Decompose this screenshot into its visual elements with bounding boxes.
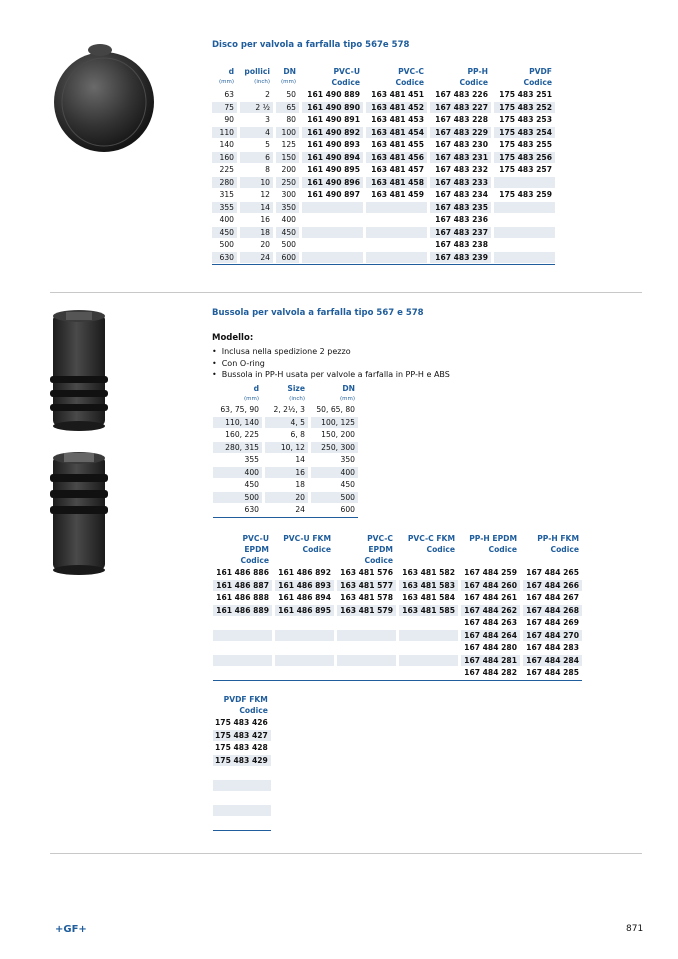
table-cell: 350 (276, 202, 299, 214)
table-cell (337, 617, 396, 629)
table-row (213, 492, 358, 504)
table-cell: 167 483 226 (430, 89, 491, 101)
column-header: Size (287, 384, 305, 393)
table-row (213, 630, 582, 642)
table-row (212, 102, 555, 114)
table-row (212, 189, 555, 201)
table-cell: 167 483 233 (430, 177, 491, 189)
table-cell: 6 (240, 152, 273, 164)
table-cell: 175 483 253 (494, 114, 555, 126)
table-cell (213, 655, 272, 667)
size-table (210, 383, 361, 519)
table-cell: 2 ½ (240, 102, 273, 114)
column-header: Codice (550, 545, 579, 554)
table-cell: 161 490 889 (302, 89, 363, 101)
column-header: PVC-C (398, 67, 424, 76)
column-header: PVC-C FKM (407, 534, 455, 543)
table-row (212, 214, 555, 226)
table-cell: 5 (240, 139, 273, 151)
table-cell (213, 617, 272, 629)
column-subheader: Codice (331, 78, 360, 87)
table-cell: 163 481 452 (366, 102, 427, 114)
table-cell: 167 484 268 (523, 605, 582, 617)
table-cell: 400 (212, 214, 237, 226)
column-header: Codice (240, 556, 269, 565)
table-cell: 163 481 455 (366, 139, 427, 151)
column-header: d (228, 67, 234, 76)
table-cell: 167 484 267 (523, 592, 582, 604)
column-header: EPDM (368, 545, 393, 554)
table-row (213, 805, 271, 817)
table-cell: 161 486 887 (213, 580, 272, 592)
table-cell: 167 483 228 (430, 114, 491, 126)
table-row (212, 114, 555, 126)
table-cell (494, 252, 555, 264)
table-cell: 167 483 232 (430, 164, 491, 176)
table-row (212, 127, 555, 139)
table-row (213, 404, 358, 416)
table-cell: 161 486 894 (275, 592, 334, 604)
bottom-rule (213, 517, 358, 518)
table-row (213, 567, 582, 579)
table-cell: 175 483 429 (213, 755, 271, 767)
table-cell (213, 667, 272, 679)
table-cell (213, 642, 272, 654)
table-cell: 4 (240, 127, 273, 139)
table-cell: 175 483 427 (213, 730, 271, 742)
table-cell: 250 (276, 177, 299, 189)
table-cell: 161 486 889 (213, 605, 272, 617)
table-cell: 14 (240, 202, 273, 214)
table-cell: 163 481 583 (399, 580, 458, 592)
table-cell: 161 490 891 (302, 114, 363, 126)
table-cell: 167 484 266 (523, 580, 582, 592)
table-cell (275, 617, 334, 629)
column-subheader: (inch) (289, 396, 305, 402)
column-header: PVC-U (242, 534, 269, 543)
table-cell: 450 (311, 479, 358, 491)
table-cell (494, 214, 555, 226)
table-cell: 163 481 453 (366, 114, 427, 126)
table-cell: 280 (212, 177, 237, 189)
table-cell: 20 (240, 239, 273, 251)
table-row (212, 164, 555, 176)
column-header: d (253, 384, 259, 393)
table-cell (213, 630, 272, 642)
table-bottom-rule (213, 517, 358, 518)
table-row (212, 252, 555, 264)
table-cell: 175 483 252 (494, 102, 555, 114)
table-cell: 163 481 578 (337, 592, 396, 604)
table-cell (275, 655, 334, 667)
pvdf-code-table (210, 694, 274, 832)
bottom-rule (213, 680, 582, 681)
bottom-rule (213, 830, 271, 831)
table-cell: 80 (276, 114, 299, 126)
table-cell: 500 (276, 239, 299, 251)
table-cell: 167 483 230 (430, 139, 491, 151)
table-cell: 167 483 229 (430, 127, 491, 139)
table-cell: 167 483 238 (430, 239, 491, 251)
table-cell (366, 227, 427, 239)
table-cell: 167 484 283 (523, 642, 582, 654)
table-cell (213, 792, 271, 804)
table-cell: 600 (276, 252, 299, 264)
table-cell: 355 (213, 454, 262, 466)
table-row (213, 817, 271, 829)
column-header: DN (283, 67, 296, 76)
table-cell: 161 490 894 (302, 152, 363, 164)
gf-logo: +GF+ (55, 924, 87, 935)
table-row (213, 592, 582, 604)
table-row (212, 152, 555, 164)
table-cell (337, 667, 396, 679)
column-subheader: (mm) (218, 79, 234, 85)
table-row (212, 227, 555, 239)
column-subheader: (mm) (280, 79, 296, 85)
column-header: Codice (488, 545, 517, 554)
table-cell (302, 227, 363, 239)
table-row (212, 239, 555, 251)
table-cell: 167 483 236 (430, 214, 491, 226)
table-cell: 65 (276, 102, 299, 114)
column-header: EPDM (244, 545, 269, 554)
column-subheader: (mm) (339, 396, 355, 402)
table-cell: 500 (311, 492, 358, 504)
table-cell: 163 481 454 (366, 127, 427, 139)
column-header (399, 556, 458, 566)
table-cell: 161 486 893 (275, 580, 334, 592)
table-cell (275, 642, 334, 654)
bottom-rule (212, 264, 555, 265)
table-cell: 280, 315 (213, 442, 262, 454)
table-cell: 100 (276, 127, 299, 139)
table-row (213, 467, 358, 479)
table-cell: 6, 8 (265, 429, 308, 441)
table-cell: 100, 125 (311, 417, 358, 429)
table-cell (494, 177, 555, 189)
table-cell (213, 767, 271, 779)
table-cell: 300 (276, 189, 299, 201)
table-cell: 163 481 457 (366, 164, 427, 176)
table-cell: 18 (265, 479, 308, 491)
table-cell: 161 490 895 (302, 164, 363, 176)
column-header: Codice (364, 556, 393, 565)
table-cell: 18 (240, 227, 273, 239)
table-cell: 167 484 265 (523, 567, 582, 579)
column-subheader: (inch) (254, 79, 270, 85)
table-cell: 167 483 231 (430, 152, 491, 164)
table-cell: 167 484 281 (461, 655, 520, 667)
table-row (213, 429, 358, 441)
section1-title: Disco per valvola a farfalla tipo 567e 578 (212, 40, 410, 50)
table-cell: 167 484 261 (461, 592, 520, 604)
table-cell (337, 630, 396, 642)
table-cell: 161 486 892 (275, 567, 334, 579)
model-bullets (212, 346, 450, 381)
table-cell: 167 483 239 (430, 252, 491, 264)
table-cell: 161 490 893 (302, 139, 363, 151)
table-cell: 161 490 890 (302, 102, 363, 114)
table-row (213, 442, 358, 454)
table-cell: 163 481 579 (337, 605, 396, 617)
table-cell: 167 484 259 (461, 567, 520, 579)
column-header (275, 556, 334, 566)
table-cell: 125 (276, 139, 299, 151)
table-cell: 175 483 259 (494, 189, 555, 201)
table-cell: 167 484 264 (461, 630, 520, 642)
table-cell: 167 483 235 (430, 202, 491, 214)
table-cell: 175 483 254 (494, 127, 555, 139)
table-cell: 400 (213, 467, 262, 479)
column-header: PP-H (467, 67, 488, 76)
table-cell: 163 481 584 (399, 592, 458, 604)
column-subheader: Codice (523, 78, 552, 87)
column-header: DN (342, 384, 355, 393)
table-cell: 175 483 256 (494, 152, 555, 164)
table-cell: 167 483 234 (430, 189, 491, 201)
table-row (213, 504, 358, 516)
table-cell: 140 (212, 139, 237, 151)
table-cell (399, 667, 458, 679)
table-cell: 225 (212, 164, 237, 176)
table-cell: 163 481 582 (399, 567, 458, 579)
table-cell (366, 252, 427, 264)
table-cell: 24 (265, 504, 308, 516)
table-cell: 50, 65, 80 (311, 404, 358, 416)
table-cell: 450 (212, 227, 237, 239)
table-row (212, 202, 555, 214)
table-cell: 63 (212, 89, 237, 101)
table-row (213, 792, 271, 804)
table-cell: 500 (212, 239, 237, 251)
table-cell (302, 214, 363, 226)
table-cell: 355 (212, 202, 237, 214)
table-cell: 2, 2½, 3 (265, 404, 308, 416)
table-cell: 167 484 269 (523, 617, 582, 629)
table-cell: 167 484 284 (523, 655, 582, 667)
table-row (213, 655, 582, 667)
table-cell: 163 481 585 (399, 605, 458, 617)
table-row (213, 417, 358, 429)
table-cell (494, 239, 555, 251)
table-cell: 175 483 257 (494, 164, 555, 176)
table-cell: 24 (240, 252, 273, 264)
table-row (212, 89, 555, 101)
table-row (213, 767, 271, 779)
table-row (213, 454, 358, 466)
table-cell: 167 483 227 (430, 102, 491, 114)
table-cell: 175 483 255 (494, 139, 555, 151)
table-row (213, 642, 582, 654)
table-cell: 75 (212, 102, 237, 114)
table-cell: 400 (276, 214, 299, 226)
table-row (213, 780, 271, 792)
table-cell: 10 (240, 177, 273, 189)
table-cell (213, 780, 271, 792)
table-cell: 600 (311, 504, 358, 516)
bullet-item: • Con O-ring (212, 358, 450, 370)
table-cell (366, 214, 427, 226)
table-cell: 3 (240, 114, 273, 126)
table-cell: 630 (212, 252, 237, 264)
table-cell: 450 (276, 227, 299, 239)
column-subheader: Codice (395, 78, 424, 87)
table-cell: 90 (212, 114, 237, 126)
table-cell: 163 481 577 (337, 580, 396, 592)
bushing-image-top (50, 308, 108, 433)
table-row (213, 605, 582, 617)
table-cell: 315 (212, 189, 237, 201)
table-cell: 50 (276, 89, 299, 101)
table-row (213, 730, 271, 742)
table-cell: 175 483 251 (494, 89, 555, 101)
table-cell: 160 (212, 152, 237, 164)
table-cell: 250, 300 (311, 442, 358, 454)
table-cell: 161 486 895 (275, 605, 334, 617)
table-row (213, 617, 582, 629)
column-header: PVDF (529, 67, 552, 76)
table-bottom-rule (213, 830, 271, 831)
table-cell: 10, 12 (265, 442, 308, 454)
table-cell: 500 (213, 492, 262, 504)
table-cell (399, 630, 458, 642)
table-cell (337, 642, 396, 654)
table-cell (399, 642, 458, 654)
table-cell: 8 (240, 164, 273, 176)
table-cell: 167 484 260 (461, 580, 520, 592)
column-header: PP-H FKM (537, 534, 579, 543)
table-cell (275, 630, 334, 642)
table-cell (494, 202, 555, 214)
butterfly-disc-image (50, 40, 160, 155)
table-row (212, 139, 555, 151)
bushing-code-table (210, 533, 585, 682)
table-cell: 161 490 892 (302, 127, 363, 139)
table-cell: 163 481 456 (366, 152, 427, 164)
table-row (213, 479, 358, 491)
table-cell: 163 481 576 (337, 567, 396, 579)
table-cell (366, 239, 427, 251)
table-cell: 175 483 428 (213, 742, 271, 754)
table-cell: 163 481 459 (366, 189, 427, 201)
disc-code-table (209, 66, 558, 266)
table-cell: 2 (240, 89, 273, 101)
table-cell (337, 655, 396, 667)
column-subheader: (mm) (243, 396, 259, 402)
table-cell: 163 481 451 (366, 89, 427, 101)
table-cell: 167 484 280 (461, 642, 520, 654)
table-cell (275, 667, 334, 679)
table-cell (302, 239, 363, 251)
column-subheader: Codice (459, 78, 488, 87)
table-bottom-rule (213, 680, 582, 681)
column-header: PP-H EPDM (469, 534, 517, 543)
column-header: Codice (426, 545, 455, 554)
table-cell: 167 484 270 (523, 630, 582, 642)
table-cell: 160, 225 (213, 429, 262, 441)
table-cell (399, 617, 458, 629)
table-row (213, 580, 582, 592)
table-cell: 161 486 886 (213, 567, 272, 579)
page-number: 871 (626, 924, 644, 934)
table-row (213, 755, 271, 767)
table-cell: 63, 75, 90 (213, 404, 262, 416)
table-cell: 16 (240, 214, 273, 226)
table-bottom-rule (212, 264, 555, 265)
table-cell: 167 484 262 (461, 605, 520, 617)
table-cell: 161 486 888 (213, 592, 272, 604)
section2-title: Bussola per valvola a farfalla tipo 567 e 578 (212, 308, 424, 318)
table-cell: 161 490 897 (302, 189, 363, 201)
bushing-image-bottom (50, 450, 108, 578)
column-header: Codice (302, 545, 331, 554)
table-row (213, 667, 582, 679)
table-cell: 400 (311, 467, 358, 479)
table-cell: 167 484 282 (461, 667, 520, 679)
column-header: PVDF FKM (223, 695, 268, 704)
table-cell: 167 484 263 (461, 617, 520, 629)
table-cell: 161 490 896 (302, 177, 363, 189)
table-cell: 175 483 426 (213, 717, 271, 729)
table-cell: 630 (213, 504, 262, 516)
table-cell: 167 483 237 (430, 227, 491, 239)
table-cell: 450 (213, 479, 262, 491)
table-row (212, 177, 555, 189)
table-cell (213, 817, 271, 829)
table-cell: 167 484 285 (523, 667, 582, 679)
table-cell: 350 (311, 454, 358, 466)
section-divider (50, 292, 642, 293)
table-cell: 110, 140 (213, 417, 262, 429)
column-header: PVC-U (333, 67, 360, 76)
table-cell: 14 (265, 454, 308, 466)
table-cell: 12 (240, 189, 273, 201)
column-header: Codice (239, 706, 268, 715)
column-header: PVC-C (367, 534, 393, 543)
table-cell (366, 202, 427, 214)
column-header: pollici (244, 67, 270, 76)
model-label: Modello: (212, 333, 254, 343)
table-cell: 150 (276, 152, 299, 164)
section-divider (50, 853, 642, 854)
table-row (213, 742, 271, 754)
table-cell (399, 655, 458, 667)
table-cell: 110 (212, 127, 237, 139)
column-header: PVC-U FKM (283, 534, 331, 543)
table-cell: 150, 200 (311, 429, 358, 441)
table-cell (302, 202, 363, 214)
table-cell (494, 227, 555, 239)
bullet-item: • Inclusa nella spedizione 2 pezzo (212, 346, 450, 358)
table-cell (213, 805, 271, 817)
table-cell: 200 (276, 164, 299, 176)
table-cell (302, 252, 363, 264)
bullet-item: • Bussola in PP-H usata per valvole a farfalla in PP-H e ABS (212, 369, 450, 381)
table-cell: 16 (265, 467, 308, 479)
column-header (523, 556, 582, 566)
table-cell: 20 (265, 492, 308, 504)
table-row (213, 717, 271, 729)
table-cell: 163 481 458 (366, 177, 427, 189)
table-cell: 4, 5 (265, 417, 308, 429)
column-header (461, 556, 520, 566)
